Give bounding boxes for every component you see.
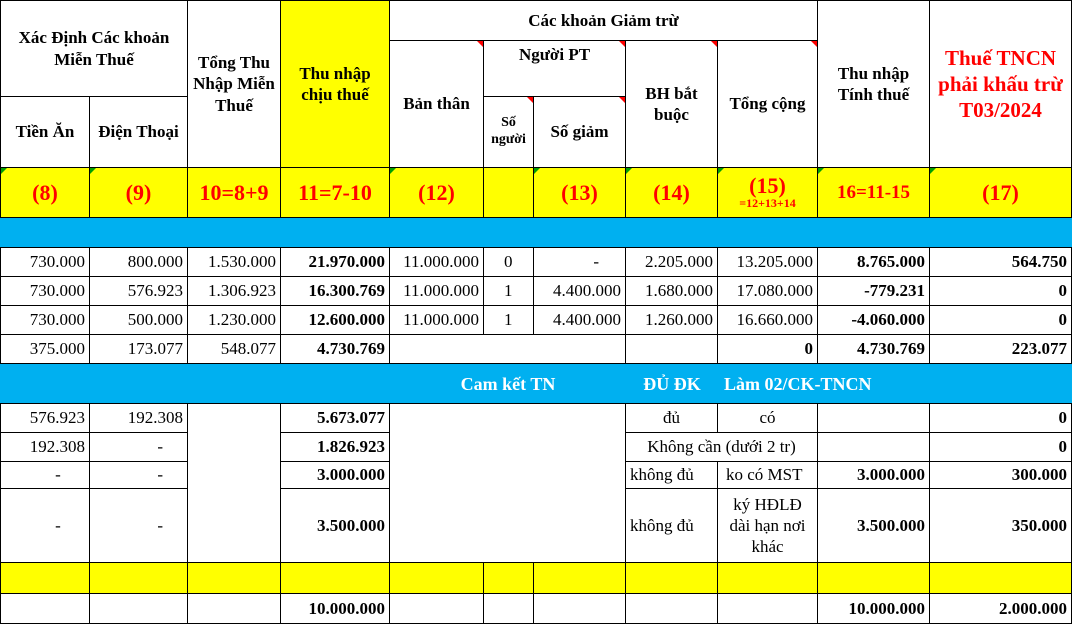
- code-8[interactable]: (8): [0, 168, 90, 218]
- cell[interactable]: -779.231: [818, 277, 930, 306]
- total-cell-empty[interactable]: [390, 594, 484, 624]
- cell[interactable]: 11.000.000: [390, 306, 484, 335]
- lower-cell[interactable]: -: [90, 462, 188, 489]
- lower-cell[interactable]: 300.000: [930, 462, 1072, 489]
- total-cell[interactable]: 2.000.000: [930, 594, 1072, 624]
- blank-cell[interactable]: [281, 563, 390, 594]
- code-11[interactable]: 11=7-10: [281, 168, 390, 218]
- lower-cell[interactable]: -: [90, 489, 188, 563]
- code-16[interactable]: 16=11-15: [818, 168, 930, 218]
- lower-cell[interactable]: 3.500.000: [281, 489, 390, 563]
- lower-cell[interactable]: -: [0, 462, 90, 489]
- lower-cell[interactable]: 1.826.923: [281, 433, 390, 462]
- lower-cell[interactable]: 3.000.000: [281, 462, 390, 489]
- cell[interactable]: 1.530.000: [188, 248, 281, 277]
- cell[interactable]: 1.306.923: [188, 277, 281, 306]
- code-10[interactable]: 10=8+9: [188, 168, 281, 218]
- code-15-sub: =12+13+14: [739, 195, 796, 210]
- cell[interactable]: 730.000: [0, 306, 90, 335]
- header-ban-than[interactable]: Bản thân: [390, 41, 484, 168]
- cell[interactable]: 1.260.000: [626, 306, 718, 335]
- header-dien-thoai[interactable]: Điện Thoại: [90, 97, 188, 168]
- cell[interactable]: -4.060.000: [818, 306, 930, 335]
- total-cell-empty[interactable]: [626, 594, 718, 624]
- cell[interactable]: 1: [484, 277, 534, 306]
- sum-cell[interactable]: 173.077: [90, 335, 188, 364]
- cell[interactable]: 16.300.769: [281, 277, 390, 306]
- lower-cell[interactable]: 350.000: [930, 489, 1072, 563]
- separator-band: [0, 218, 1072, 248]
- cell[interactable]: 1.680.000: [626, 277, 718, 306]
- lower-merged-giam-tru[interactable]: [390, 404, 626, 563]
- code-17[interactable]: (17): [930, 168, 1072, 218]
- cell[interactable]: 2.205.000: [626, 248, 718, 277]
- blank-cell[interactable]: [818, 563, 930, 594]
- blank-cell[interactable]: [534, 563, 626, 594]
- code-12[interactable]: (12): [390, 168, 484, 218]
- cell[interactable]: 0: [930, 277, 1072, 306]
- header-mien-thue[interactable]: Xác Định Các khoản Miễn Thuế: [0, 0, 188, 97]
- cell[interactable]: 1: [484, 306, 534, 335]
- lower-cell[interactable]: 0: [930, 404, 1072, 433]
- sum-cell[interactable]: 223.077: [930, 335, 1072, 364]
- header-tong-mien-thue[interactable]: Tổng Thu Nhập Miễn Thuế: [188, 0, 281, 168]
- lower-cell[interactable]: không đủ: [626, 489, 718, 563]
- sum-cell[interactable]: 375.000: [0, 335, 90, 364]
- code-13[interactable]: (13): [534, 168, 626, 218]
- sum-cell[interactable]: 0: [718, 335, 818, 364]
- blank-cell[interactable]: [390, 563, 484, 594]
- lower-cell[interactable]: [818, 404, 930, 433]
- blank-cell[interactable]: [484, 563, 534, 594]
- header-bh[interactable]: BH bắt buộc: [626, 41, 718, 168]
- blank-cell[interactable]: [626, 563, 718, 594]
- lower-cell[interactable]: ko có MST: [718, 462, 818, 489]
- cell[interactable]: 12.600.000: [281, 306, 390, 335]
- total-cell[interactable]: 10.000.000: [281, 594, 390, 624]
- lower-cell[interactable]: 576.923: [0, 404, 90, 433]
- total-cell-empty[interactable]: [534, 594, 626, 624]
- cell[interactable]: 16.660.000: [718, 306, 818, 335]
- lower-merged-c10[interactable]: [188, 404, 281, 563]
- total-cell-empty[interactable]: [90, 594, 188, 624]
- cell[interactable]: 500.000: [90, 306, 188, 335]
- blank-cell[interactable]: [930, 563, 1072, 594]
- cell[interactable]: 0: [484, 248, 534, 277]
- cell[interactable]: 4.400.000: [534, 277, 626, 306]
- blank-cell[interactable]: [718, 563, 818, 594]
- cell[interactable]: 576.923: [90, 277, 188, 306]
- cell[interactable]: 564.750: [930, 248, 1072, 277]
- sum-cell[interactable]: 4.730.769: [281, 335, 390, 364]
- blank-cell[interactable]: [90, 563, 188, 594]
- lower-cell[interactable]: có: [718, 404, 818, 433]
- total-cell[interactable]: 10.000.000: [818, 594, 930, 624]
- blank-cell[interactable]: [0, 563, 90, 594]
- banner-cam-ket[interactable]: Cam kết TN: [460, 373, 556, 394]
- banner-du-dk[interactable]: ĐỦ ĐK: [643, 373, 701, 394]
- total-cell-empty[interactable]: [484, 594, 534, 624]
- cell[interactable]: 800.000: [90, 248, 188, 277]
- header-tinh-thue[interactable]: Thu nhập Tính thuế: [818, 0, 930, 168]
- lower-cell[interactable]: -: [90, 433, 188, 462]
- lower-cell[interactable]: không đủ: [626, 462, 718, 489]
- code-14[interactable]: (14): [626, 168, 718, 218]
- cell[interactable]: 17.080.000: [718, 277, 818, 306]
- cell[interactable]: 8.765.000: [818, 248, 930, 277]
- code-9[interactable]: (9): [90, 168, 188, 218]
- code-15[interactable]: [718, 168, 818, 218]
- cell[interactable]: 730.000: [0, 277, 90, 306]
- code-blank[interactable]: [484, 168, 534, 218]
- lower-cell[interactable]: 3.000.000: [818, 462, 930, 489]
- sum-cell[interactable]: 4.730.769: [818, 335, 930, 364]
- total-cell-empty[interactable]: [718, 594, 818, 624]
- blank-cell[interactable]: [188, 563, 281, 594]
- sum-cell-empty[interactable]: [626, 335, 718, 364]
- cell[interactable]: 4.400.000: [534, 306, 626, 335]
- banner-lam[interactable]: Làm 02/CK-TNCN: [724, 373, 872, 394]
- sum-cell[interactable]: 548.077: [188, 335, 281, 364]
- cell[interactable]: 13.205.000: [718, 248, 818, 277]
- lower-cell[interactable]: đủ: [626, 404, 718, 433]
- header-thue-tncn[interactable]: Thuế TNCN phải khấu trừ T03/2024: [930, 0, 1072, 168]
- header-nguoi-pt[interactable]: Người PT: [484, 41, 626, 97]
- cell[interactable]: 1.230.000: [188, 306, 281, 335]
- code-15-main: (15): [749, 172, 786, 198]
- header-tong-cong[interactable]: Tổng cộng: [718, 41, 818, 168]
- lower-cell[interactable]: Không cần (dưới 2 tr): [626, 433, 818, 462]
- lower-cell[interactable]: -: [0, 489, 90, 563]
- cell[interactable]: 21.970.000: [281, 248, 390, 277]
- total-cell-empty[interactable]: [188, 594, 281, 624]
- lower-cell[interactable]: 192.308: [0, 433, 90, 462]
- cell[interactable]: 730.000: [0, 248, 90, 277]
- sum-cell-empty[interactable]: [390, 335, 626, 364]
- lower-cell[interactable]: ký HĐLĐ dài hạn nơi khác: [718, 489, 818, 563]
- header-so-giam[interactable]: Số giảm: [534, 97, 626, 168]
- header-giam-tru[interactable]: Các khoản Giảm trừ: [390, 0, 818, 41]
- lower-cell[interactable]: 5.673.077: [281, 404, 390, 433]
- lower-cell[interactable]: [818, 433, 930, 462]
- header-tien-an[interactable]: Tiền Ăn: [0, 97, 90, 168]
- total-cell-empty[interactable]: [0, 594, 90, 624]
- header-chiu-thue[interactable]: Thu nhập chịu thuế: [281, 0, 390, 168]
- lower-cell[interactable]: 3.500.000: [818, 489, 930, 563]
- cell[interactable]: 11.000.000: [390, 277, 484, 306]
- header-so-nguoi[interactable]: Số người: [484, 97, 534, 168]
- cell[interactable]: -: [534, 248, 626, 277]
- cell[interactable]: 11.000.000: [390, 248, 484, 277]
- lower-cell[interactable]: 192.308: [90, 404, 188, 433]
- cell[interactable]: 0: [930, 306, 1072, 335]
- lower-cell[interactable]: 0: [930, 433, 1072, 462]
